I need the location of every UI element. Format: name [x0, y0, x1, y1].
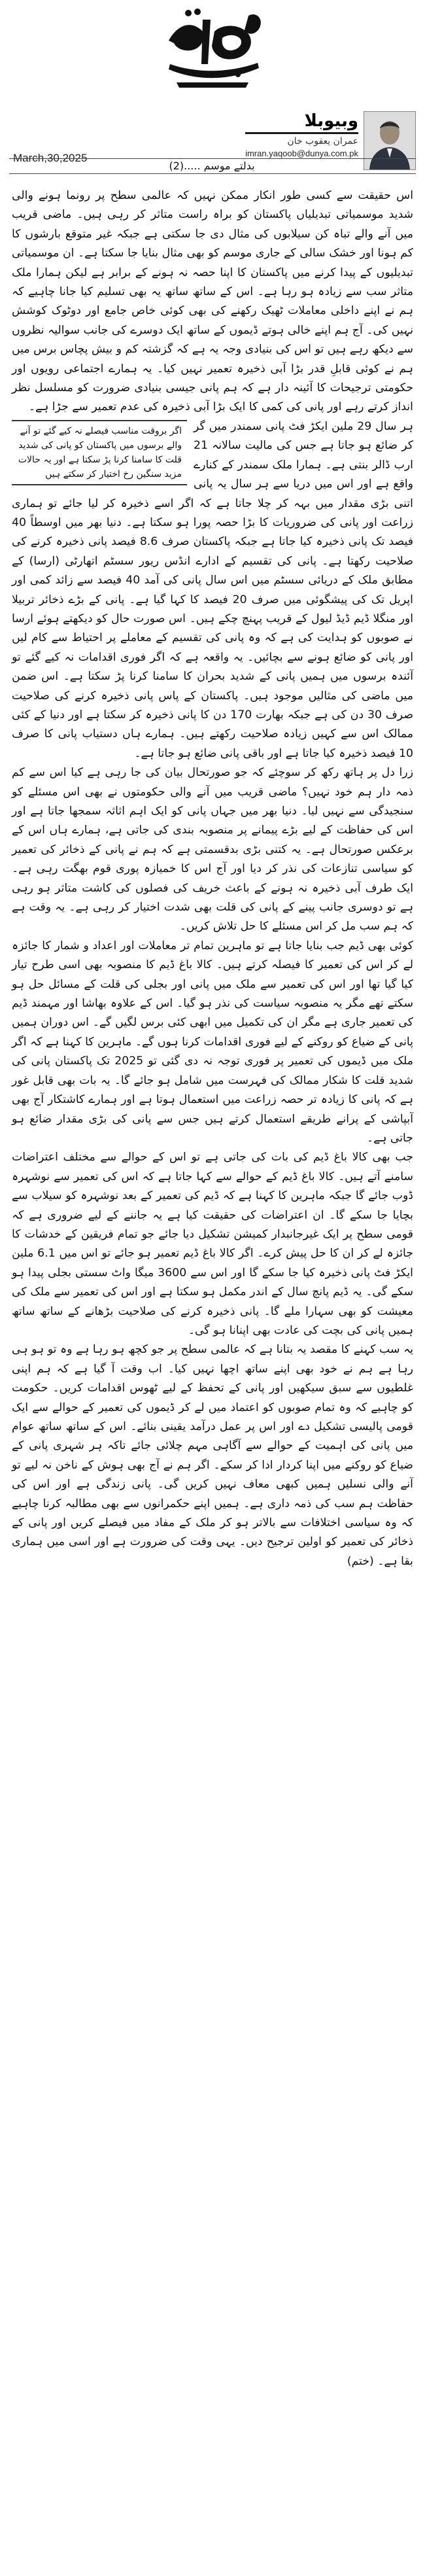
paragraph: زرا دل پر ہاتھ رکھ کر سوچئے کہ جو صورتحال بیان کی جا رہی ہے کیا اس سے کم ذمہ دار ہم خود نہیں؟ ماضی قریب میں آنے والی حکومتوں نے بھی اس مسئلے کو سنجیدگی سے نہیں لیا۔ دنیا بھر میں جہاں پانی کو ایک اہم اثاثہ سمجھا جاتا ہے اور اس کی حفاظت کے لیے بڑے پیمانے پر منصوبہ بندی کی جاتی ہے، ہمارے ہاں اس کے برعکس صورتحال ہے۔ یہ کتنی بڑی بدقسمتی ہے کہ ہم نے پانی کے ذخائر کی تعمیر کو سیاسی تنازعات کی نذر کر دیا اور آج اس کا خمیازہ پوری قوم بھگت رہی ہے۔ ایک طرف آبی ذخیرہ نہ ہونے کے باعث خریف کی فصلوں کی کاشت متاثر ہو رہی ہے تو دوسری جانب پینے کے پانی کی قلت بھی شدت اختیار کر رہی ہے۔ یہ وقت ہے کہ ہم سب مل کر اس مسئلے کا حل تلاش کریں۔	[12, 766, 413, 933]
column-header	[9, 111, 416, 171]
brand-underline	[245, 132, 358, 134]
paragraph: اس حقیقت سے کسی طور انکار ممکن نہیں کہ عالمی سطح پر رونما ہونے والی شدید موسمیاتی تبدیلیاں پاکستان کو براہ راست متاثر کر رہی ہیں۔ ماضی قریب میں آنے والے تباہ کن سیلابوں کی مثال دی جا سکتی ہے جبکہ غیر متوقع بارشوں کا کم ہونا اور خشک سالی کے جاری موسم کو بھی مثال بنایا جا سکتا ہے۔ ان موسمیاتی تبدیلیوں کے پیدا کرنے میں پاکستان کا اپنا حصہ نہ ہونے کے برابر ہے لیکن ہمارا ملک متاثر سب سے زیادہ ہو رہا ہے۔ اس کے ساتھ ساتھ یہ بھی تسلیم کیا جانا چاہیے کہ ہم نے اپنے داخلی معاملات ٹھیک رکھنے کی بھی کوئی خاص جامع اور دوٹوک کوشش نہیں کی۔ آج ہم اپنے خالی ہوتے ڈیموں کے ساتھ ایک دوسرے کی جانب سوالیہ نظروں سے دیکھ رہے ہیں تو اس کی بنیادی وجہ یہ ہے کہ گزشتہ کم و بیش پچاس برس میں ہم نے کوئی قابلِ قدر بڑا آبی ذخیرہ تعمیر نہیں کیا۔ یہ ہمارے اجتماعی رویوں اور حکومتی ترجیحات کا آئینہ دار ہے کہ ہم پانی جیسی بنیادی ضرورت کو مسلسل نظر انداز کرتے رہے اور پانی کی کمی کا ایک بڑا آبی ذخیرہ کی عدم تعمیر سے جڑا ہے۔	[12, 189, 413, 414]
paragraph: کوئی بھی ڈیم جب بنایا جاتا ہے تو ماہرین تمام تر معاملات اور اعداد و شمار کا جائزہ لے کر اس کی تعمیر کا فیصلہ کرتے ہیں۔ کالا باغ ڈیم کا منصوبہ بھی اسی طرح تیار کیا گیا تھا اور اس کی تعمیر سے ملک میں پانی اور بجلی کی قلت کے مسائل حل ہو سکتے تھے مگر یہ منصوبہ سیاست کی نذر ہو گیا۔ اس کے علاوہ بھاشا اور مہمند ڈیم کی تعمیر جاری ہے مگر ان کی تکمیل میں ابھی کئی برس لگیں گے۔ اس دوران ہمیں پانی کے ضیاع کو روکنے کے لیے فوری اقدامات کرنا ہوں گے۔ ماہرین کا کہنا ہے کہ اگر ملک میں ڈیموں کی تعمیر پر فوری توجہ نہ دی گئی تو 2025 تک پاکستان پانی کی شدید قلت کا شکار ممالک کی فہرست میں شامل ہو جائے گا۔ یہ بات بھی قابل غور ہے کہ پانی کا زیادہ تر حصہ زراعت میں استعمال ہوتا ہے اور ہمارے کاشتکار آج بھی آبپاشی کے پرانے طریقے استعمال کرتے ہیں جس سے پانی کی بڑی مقدار ضائع ہو جاتی ہے۔	[12, 939, 413, 1145]
paragraph: جب بھی کالا باغ ڈیم کی بات کی جاتی ہے تو اس کے حوالے سے مختلف اعتراضات سامنے آتے ہیں۔ کالا باغ ڈیم کے حوالے سے کہا جاتا ہے کہ اس کی تعمیر سے نوشہرہ ڈوب جائے گا جبکہ ماہرین کا کہنا ہے کہ ڈیم کی تعمیر کے بعد نوشہرہ کو سیلاب سے بچایا جا سکے گا۔ ان اعتراضات کی حقیقت کیا ہے یہ جاننے کے لیے ضروری ہے کہ قومی سطح پر ایک غیرجانبدار کمیشن تشکیل دیا جائے جو تمام فریقین کے خدشات کا جائزہ لے کر ان کا حل پیش کرے۔ اگر کالا باغ ڈیم تعمیر ہو جائے تو اس میں 6.1 ملین ایکڑ فٹ پانی ذخیرہ کیا جا سکے گا اور اس سے 3600 میگا واٹ سستی بجلی پیدا ہو سکے گی۔ یہ ڈیم پانچ سال کے اندر مکمل ہو سکتا ہے اور اس کی تعمیر سے ملک کی معیشت کو بھی سہارا ملے گا۔ پانی ذخیرہ کرنے کی صلاحیت بڑھانے کے ساتھ ساتھ ہمیں پانی کی بچت کی عادت بھی اپنانا ہو گی۔	[12, 1151, 413, 1337]
article-body	[12, 186, 413, 1571]
dunya-logo-icon	[150, 0, 275, 98]
column-brand: وبیوبلا	[304, 111, 358, 131]
paragraph: یہ سب کہنے کا مقصد یہ بتانا ہے کہ عالمی سطح پر جو کچھ ہو رہا ہے وہ تو ہو ہی رہا ہے ہم نے خود بھی اپنے ساتھ اچھا نہیں کیا۔ اب وقت آ گیا ہے کہ ہم اپنی غلطیوں سے سبق سیکھیں اور پانی کے تحفظ کے لیے ٹھوس اقدامات کریں۔ حکومت کو چاہیے کہ وہ تمام صوبوں کو اعتماد میں لے کر ڈیموں کی تعمیر کے حوالے سے ایک قومی پالیسی تشکیل دے اور اس پر عمل درآمد یقینی بنائے۔ اس کے ساتھ ساتھ عوام میں پانی کی اہمیت کے حوالے سے آگاہی مہم چلائی جائے تاکہ ہر شہری پانی کے ضیاع کو روکنے میں اپنا کردار ادا کر سکے۔ اگر ہم نے آج بھی ہوش کے ناخن نہ لیے تو آنے والی نسلیں ہمیں کبھی معاف نہیں کریں گی۔ پانی زندگی ہے اور اس کی حفاظت ہم سب کی ذمہ داری ہے۔ ہمیں اپنے حکمرانوں سے بھی مطالبہ کرنا چاہیے کہ وہ سیاسی اختلافات سے بالاتر ہو کر ملک کے مفاد میں فیصلے کریں اور پانی کے ذخائر کی تعمیر کو اولین ترجیح دیں۔ یہی وقت کی ضرورت ہے اور اسی میں ہماری بقا ہے۔ (ختم)	[12, 1343, 413, 1568]
author-email: imran.yaqoob@dunya.com.pk	[245, 148, 358, 158]
title-strip	[9, 158, 416, 174]
pull-quote: اگر بروقت مناسب فیصلے نہ کیے گئے تو آنے والے برسوں میں پاکستان کو پانی کی شدید قلت کا سامنا کرنا پڑ سکتا ہے اور یہ حالات مزید سنگین رخ اختیار کر سکتے ہیں	[12, 420, 187, 485]
paragraph: ہر سال 29 ملین ایکڑ فٹ پانی سمندر میں گر کر ضائع ہو جاتا ہے جس کی مالیت سالانہ 21 ارب ڈالر بنتی ہے۔ ہمارا ملک سمندر کے کنارے واقع ہے اور اس میں دریا سے ہر سال یہ پانی اتنی بڑی مقدار میں بہہ کر چلا جاتا ہے کہ اگر اسے ذخیرہ کر لیا جائے تو ہماری زراعت اور پانی کی ضروریات کا بڑا حصہ پورا ہو سکتا ہے۔ دنیا بھر میں اوسطاً 40 فیصد تک پانی ذخیرہ کیا جاتا ہے جبکہ پاکستان صرف 8.6 فیصد پانی ذخیرہ کرنے کی صلاحیت رکھتا ہے۔ پانی کی تقسیم کے ادارے انڈس ریور سسٹم اتھارٹی (ارسا) کے مطابق ملک کے دریائی سسٹم میں اس سال پانی کی آمد 40 فیصد سے زائد کمی اور اپریل تک کی پیشگوئی میں صرف 20 فیصد کا کہا گیا ہے۔ پانی کے بڑے ذخائر تربیلا اور منگلا ڈیم ڈیڈ لیول کے قریب پہنچ چکے ہیں۔ اس صورت حال کو دیکھتے ہوئے ارسا نے صوبوں کو ہدایت کی ہے کہ وہ پانی کی تقسیم کے معاملے پر احتیاط سے کام لیں اور پانی کو ضائع ہونے سے بچائیں۔ یہ واقعہ ہے کہ اگر فوری اقدامات نہ کیے گئے تو آئندہ برسوں میں ہمیں پانی کے شدید بحران کا سامنا کرنا پڑ سکتا ہے۔ اس ضمن میں ماضی کی مثالیں موجود ہیں۔ پاکستان کے پاس پانی ذخیرہ کرنے کی صلاحیت صرف 30 دن کی ہے جبکہ بھارت 170 دن کا پانی ذخیرہ کر سکتا ہے اور دنیا کے کئی ممالک اس سے کہیں زیادہ صلاحیت رکھتے ہیں۔ ہمارے ہاں دستیاب پانی کا صرف 10 فیصد ذخیرہ کیا جاتا ہے اور باقی پانی ضائع ہو جاتا ہے۔	[12, 419, 414, 760]
author-name: عمران یعقوب خان	[287, 136, 358, 147]
dateline: March,30,2025	[13, 152, 88, 164]
masthead-logo	[150, 0, 275, 98]
column-title: بدلتے موسم .....(2)	[169, 160, 255, 172]
